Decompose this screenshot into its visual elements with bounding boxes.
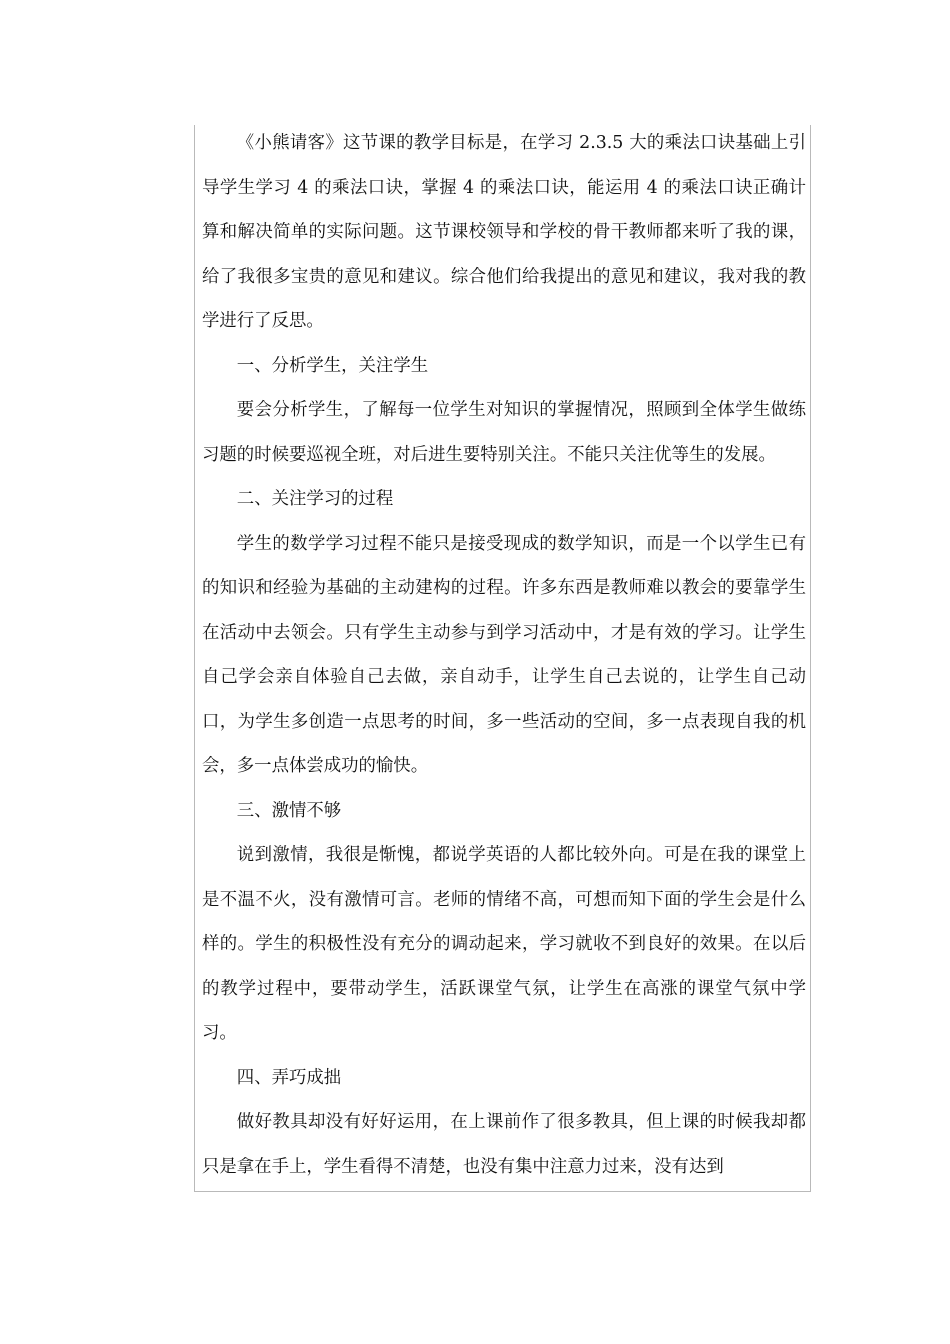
section-heading-1: 一、分析学生，关注学生	[236, 355, 429, 376]
section-heading-4: 四、弄巧成拙	[236, 1067, 342, 1088]
section-3-paragraph: 说到激情，我很是惭愧，都说学英语的人都比较外向。可是在我的课堂上是不温不火，没有激情可言。老师的情绪不高，可想而知下面的学生会是什么样的。学生的积极性没有充分的调动起来，学习就收不到良好的效果。在以后的教学过程中，要带动学生，活跃课堂气氛，让学生在高涨的课堂气氛中学习。	[202, 845, 806, 1043]
section-1-paragraph: 要会分析学生，了解每一位学生对知识的掌握情况，照顾到全体学生做练习题的时候要巡视全班，对后进生要特别关注。不能只关注优等生的发展。	[202, 400, 806, 465]
section-4-paragraph: 做好教具却没有好好运用，在上课前作了很多教具，但上课的时候我却都只是拿在手上，学生看得不清楚，也没有集中注意力过来，没有达到	[202, 1112, 806, 1177]
intro-paragraph: 《小熊请客》这节课的教学目标是，在学习 2.3.5 大的乘法口诀基础上引导学生学习 4 的乘法口诀，掌握 4 的乘法口诀，能运用 4 的乘法口诀正确计算和解决简单的实际问题。这节课校领导和学校的骨干教师都来听了我的课，给了我很多宝贵的意见和建议。综合他们给我提出的意见和建议，我对我的教学进行了反思。	[202, 133, 806, 331]
document-body	[202, 121, 806, 1189]
section-heading-3: 三、激情不够	[236, 800, 342, 821]
section-2-paragraph: 学生的数学学习过程不能只是接受现成的数学知识，而是一个以学生已有的知识和经验为基础的主动建构的过程。许多东西是教师难以教会的要靠学生在活动中去领会。只有学生主动参与到学习活动中，才是有效的学习。让学生自己学会亲自体验自己去做，亲自动手，让学生自己去说的，让学生自己动口，为学生多创造一点思考的时间，多一些活动的空间，多一点表现自我的机会，多一点体尝成功的愉快。	[202, 533, 806, 776]
section-heading-2: 二、关注学习的过程	[236, 489, 394, 509]
